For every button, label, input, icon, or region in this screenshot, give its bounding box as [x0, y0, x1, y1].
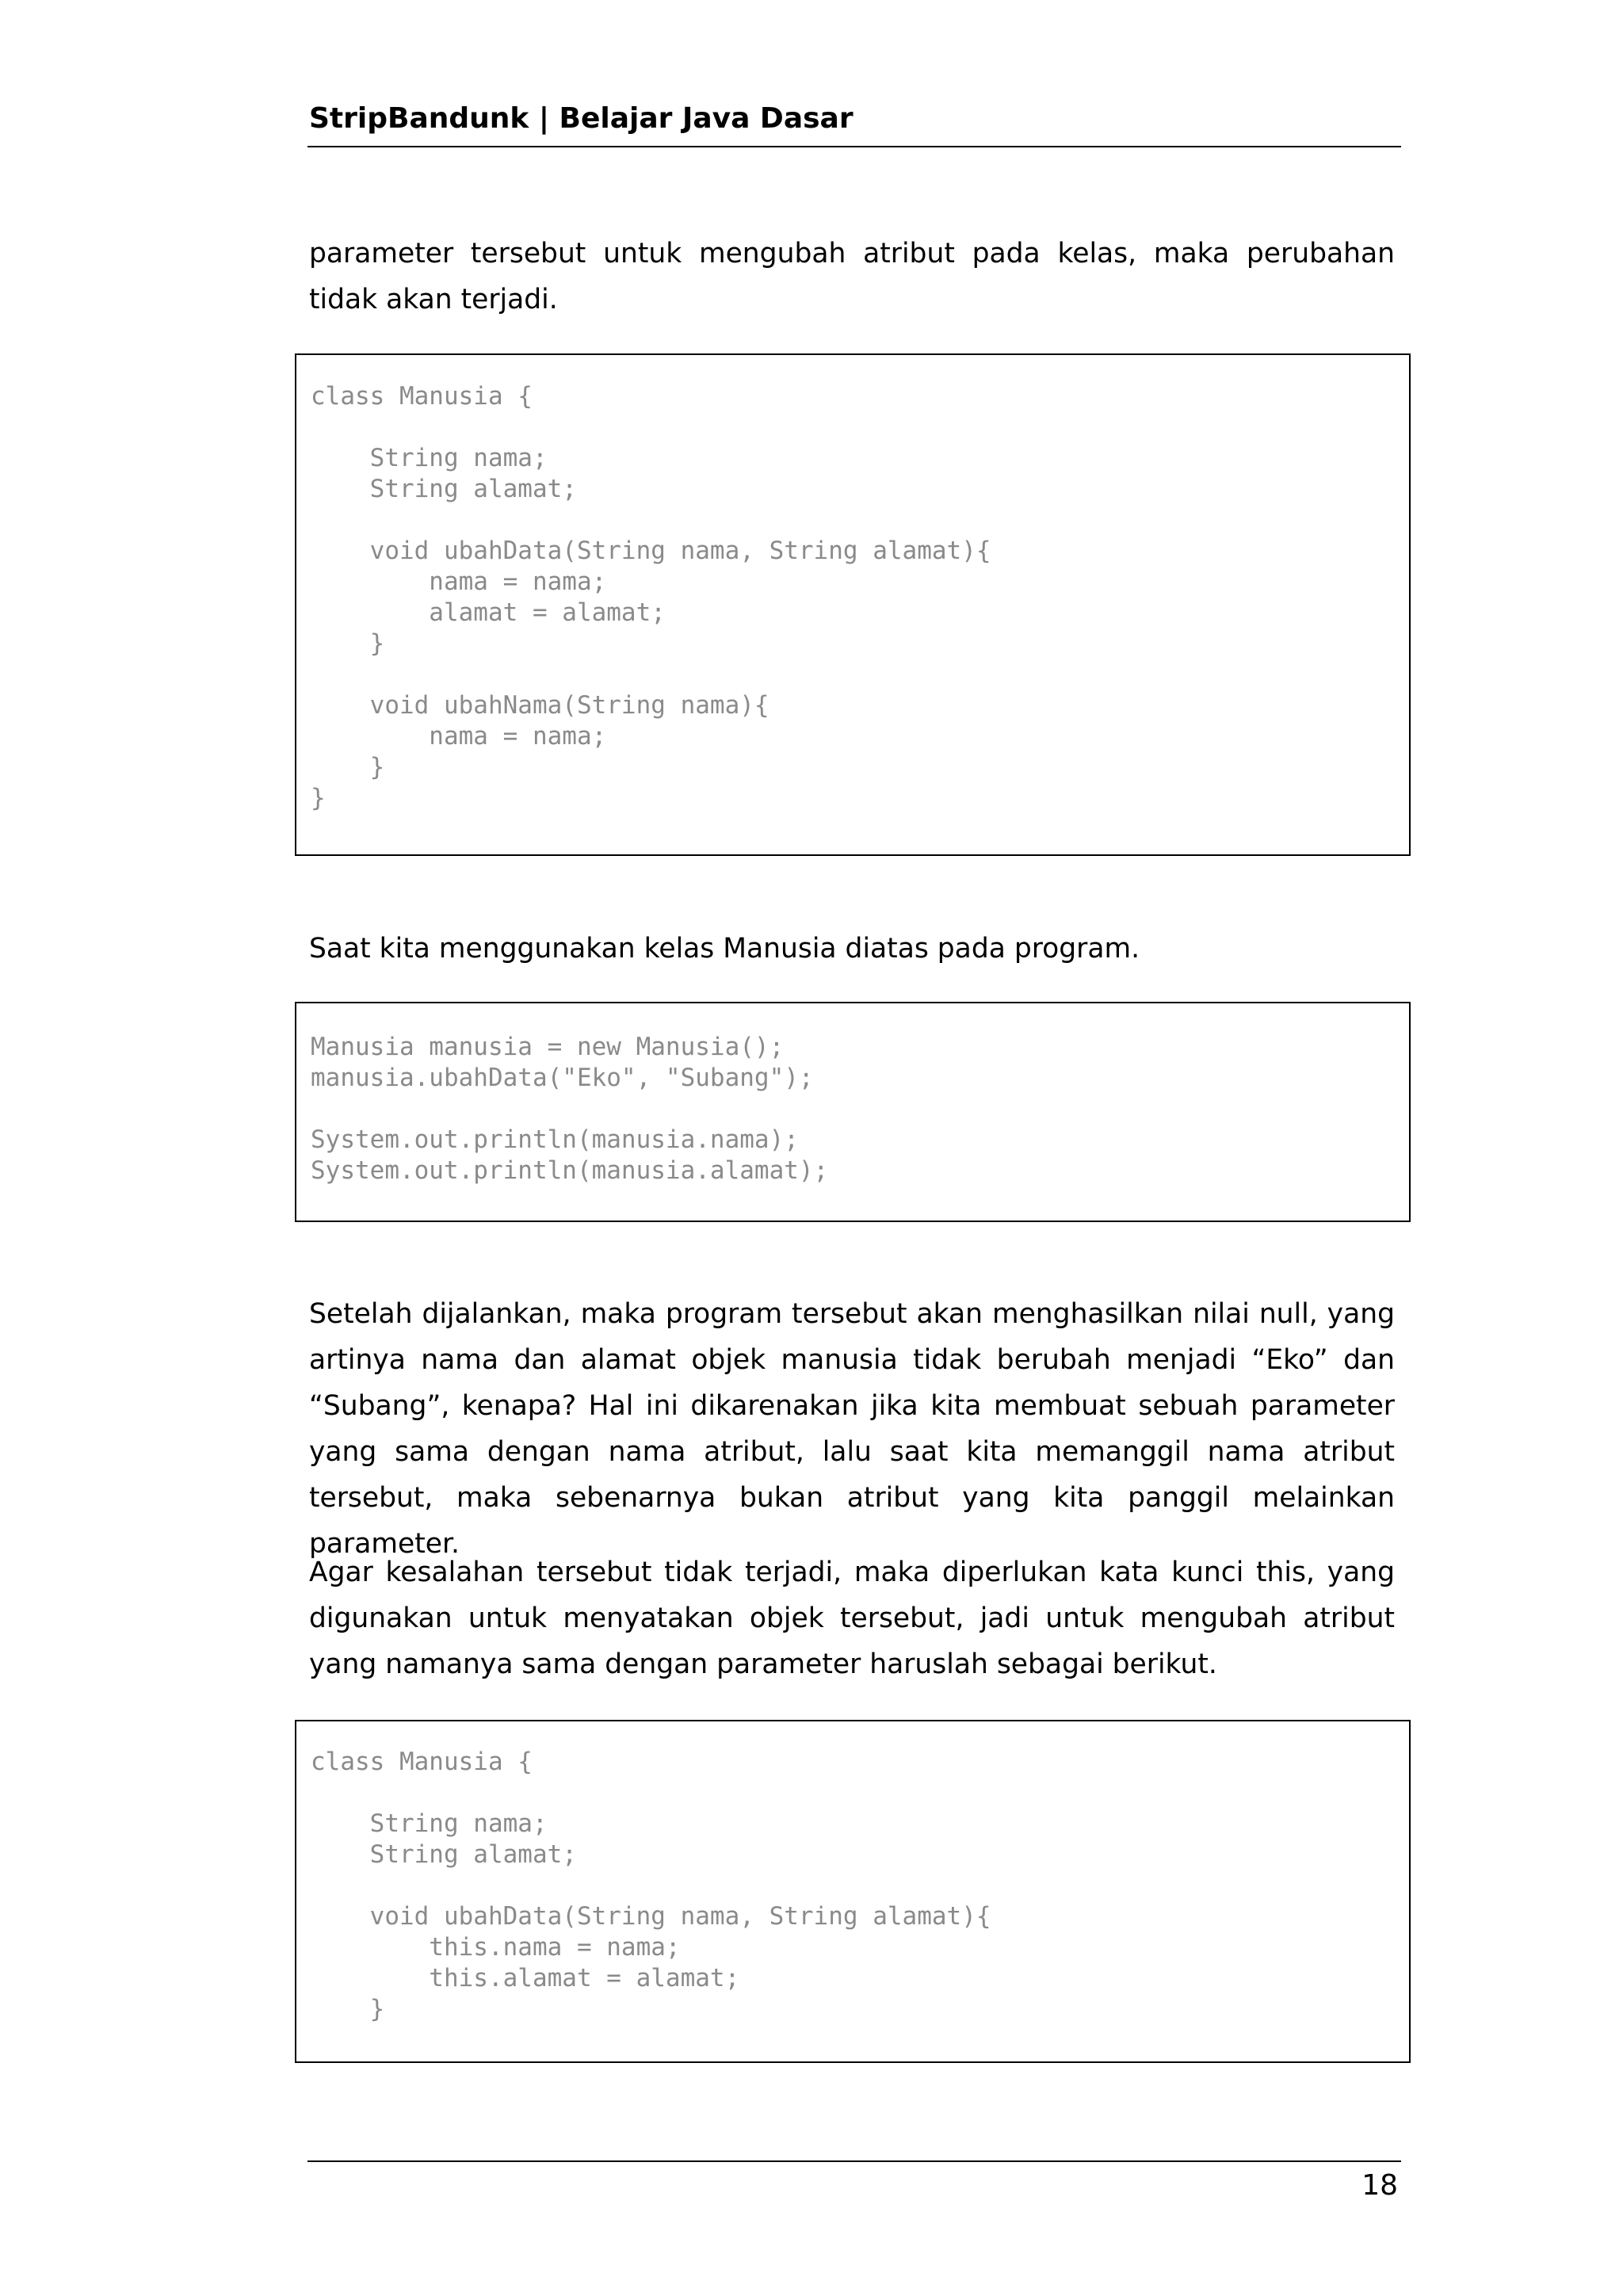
page-number: 18	[1361, 2169, 1398, 2202]
code-line: System.out.println(manusia.nama);	[311, 1125, 799, 1154]
code-block-3	[295, 1720, 1411, 2063]
code-line: void ubahData(String nama, String alamat){	[311, 537, 991, 565]
code-line: }	[311, 753, 385, 781]
code-line	[311, 659, 991, 690]
code-line: this.nama = nama;	[311, 1933, 681, 1962]
code-listing-1	[311, 381, 991, 814]
code-block-2	[295, 1002, 1411, 1222]
paragraph-explanation: Setelah dijalankan, maka program tersebut akan menghasilkan nilai null, yang artinya nama dan alamat objek manusia tidak berubah menjadi “Eko” dan “Subang”, kenapa? Hal ini dikarenakan jika kita membuat sebuah parameter yang sama dengan nama atribut, lalu saat kita memanggil nama atribut tersebut, maka sebenarnya bukan atribut yang kita panggil melainkan parameter.	[309, 1298, 1395, 1560]
code-line: this.alamat = alamat;	[311, 1964, 740, 1992]
code-line: String nama;	[311, 444, 548, 472]
code-line: Manusia manusia = new Manusia();	[311, 1033, 785, 1061]
paragraph-solution: Agar kesalahan tersebut tidak terjadi, maka diperlukan kata kunci this, yang digunakan untuk menyatakan objek tersebut, jadi untuk mengubah atribut yang namanya sama dengan parameter haruslah sebagai berikut.	[309, 1557, 1395, 1680]
code-line	[311, 1870, 991, 1901]
code-line: alamat = alamat;	[311, 598, 666, 627]
code-listing-3	[311, 1747, 991, 2025]
code-line: void ubahData(String nama, String alamat){	[311, 1902, 991, 1931]
code-line: String nama;	[311, 1809, 548, 1838]
page-header	[307, 98, 1401, 147]
code-line: class Manusia {	[311, 382, 533, 411]
code-line: }	[311, 629, 385, 658]
code-line: }	[311, 784, 326, 812]
code-line: manusia.ubahData("Eko", "Subang");	[311, 1064, 814, 1092]
header-title: StripBandunk | Belajar Java Dasar	[309, 102, 854, 135]
code-line	[311, 412, 991, 443]
code-line: void ubahNama(String nama){	[311, 691, 769, 720]
code-line	[311, 505, 991, 536]
code-line: class Manusia {	[311, 1748, 533, 1776]
code-line: nama = nama;	[311, 722, 607, 751]
code-line: System.out.println(manusia.alamat);	[311, 1156, 829, 1185]
code-line: String alamat;	[311, 475, 577, 503]
code-block-1	[295, 353, 1411, 856]
paragraph-intro: parameter tersebut untuk mengubah atribut pada kelas, maka perubahan tidak akan terjadi.	[309, 238, 1395, 315]
code-line: }	[311, 1995, 385, 2023]
code-line	[311, 1094, 828, 1125]
code-line	[311, 1778, 991, 1809]
footer-rule	[307, 2160, 1401, 2162]
code-listing-2	[311, 1032, 828, 1186]
code-line: nama = nama;	[311, 567, 607, 596]
code-line: String alamat;	[311, 1840, 577, 1869]
paragraph-usage: Saat kita menggunakan kelas Manusia diatas pada program.	[309, 933, 1140, 965]
